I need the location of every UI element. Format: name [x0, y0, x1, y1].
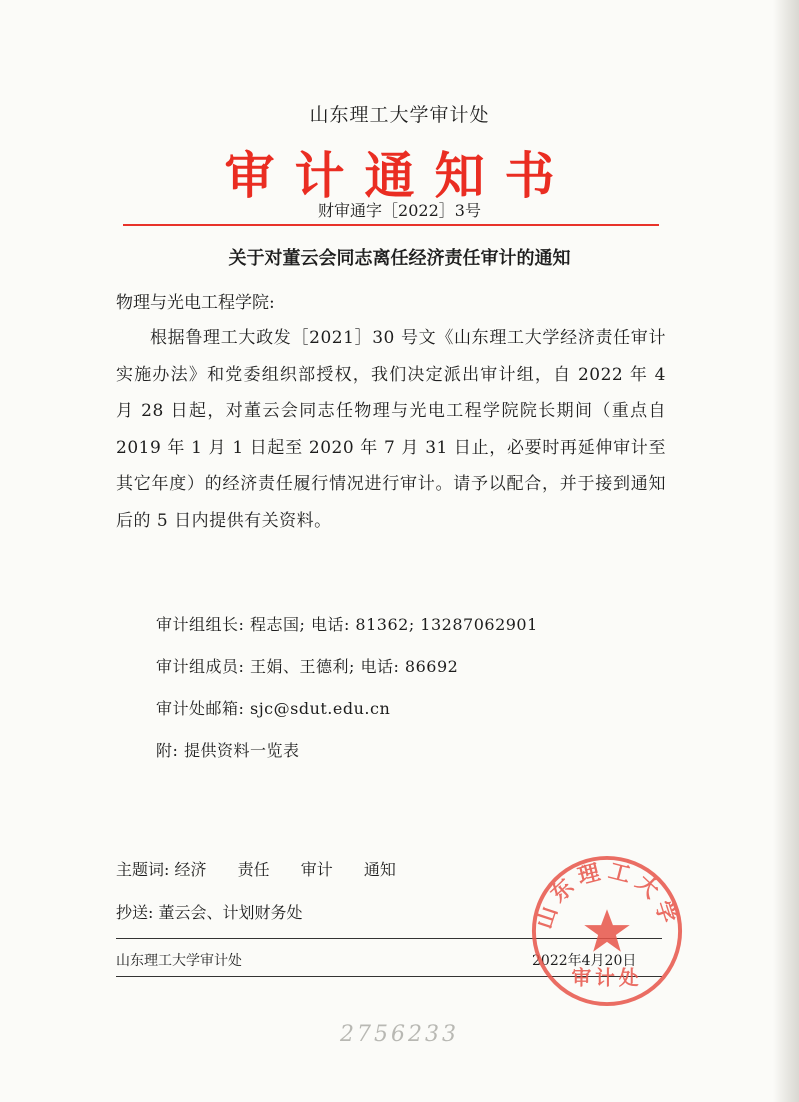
- audit-members-line: 审计组成员: 王娟、王德利; 电话: 86692: [156, 657, 459, 676]
- subject-keywords: [116, 857, 422, 880]
- document-number: 财审通字［2022］3号: [318, 201, 481, 220]
- keyword: 通知: [363, 860, 396, 879]
- notice-heading: 关于对董云会同志离任经济责任审计的通知: [228, 248, 571, 269]
- pencil-annotation: 2756233: [340, 1022, 459, 1047]
- keyword: 责任: [237, 860, 270, 879]
- recipient: 物理与光电工程学院:: [116, 293, 275, 313]
- official-seal-stamp: [528, 852, 686, 1010]
- svg-text:审计处: 审计处: [571, 966, 643, 990]
- keyword: 经济: [174, 860, 207, 879]
- keywords-label: 主题词:: [116, 860, 170, 879]
- cc-line: 抄送: 董云会、计划财务处: [116, 903, 303, 922]
- notice-title: 审计通知书: [224, 147, 575, 205]
- issuing-org: 山东理工大学审计处: [309, 104, 490, 126]
- audit-email-line: 审计处邮箱: sjc@sdut.edu.cn: [156, 699, 391, 718]
- footer-org: 山东理工大学审计处: [116, 953, 242, 969]
- audit-leader-line: 审计组组长: 程志国; 电话: 81362; 13287062901: [156, 615, 538, 634]
- red-divider: [123, 224, 659, 226]
- keyword: 审计: [300, 860, 333, 879]
- footer-date: 2022年4月20日: [532, 953, 637, 969]
- attachment-line: 附: 提供资料一览表: [156, 741, 300, 760]
- svg-text:山东理工大学: 山东理工大学: [532, 858, 682, 932]
- notice-body: 根据鲁理工大政发［2021］30 号文《山东理工大学经济责任审计实施办法》和党委组织部授权，我们决定派出审计组，自 2022 年 4 月 28 日起，对董云会同志任物理与光电工程学院院长期间（重点自 2019 年 1 月 1 日起至 2020 年 7 月 31 日止，必要时再延伸审计至其它年度）的经济责任履行情况进行审计。请予以配合，并于接到通知后的 5 日内提供有关资料。: [116, 328, 666, 531]
